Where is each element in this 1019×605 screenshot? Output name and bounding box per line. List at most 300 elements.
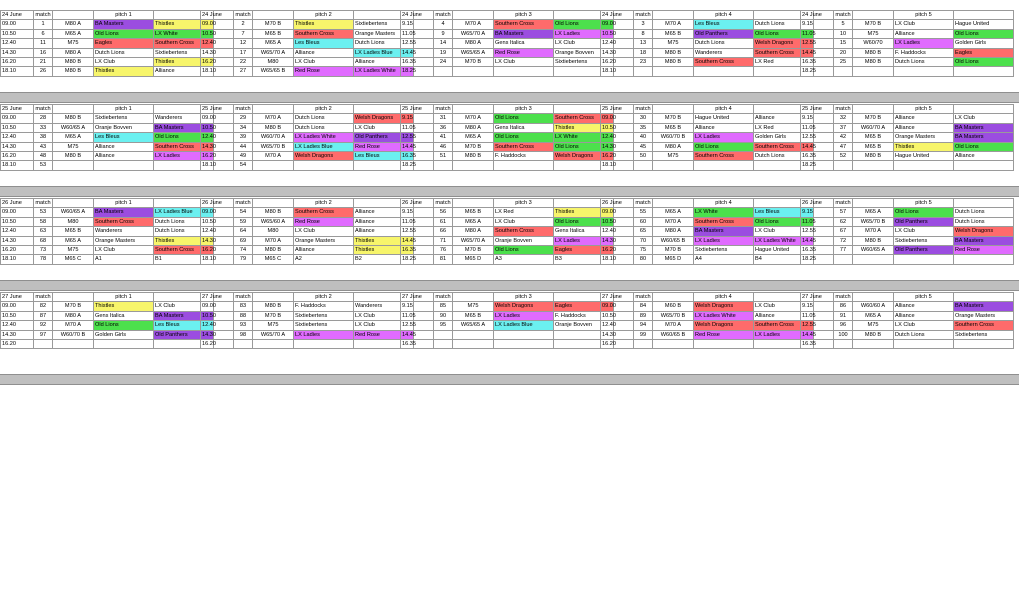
kickoff-time: 18.10 xyxy=(601,161,634,170)
pitch-table xyxy=(200,292,414,349)
kickoff-time: 14.30 xyxy=(201,142,234,151)
kickoff-time: 16.35 xyxy=(401,340,434,349)
division: M75 xyxy=(653,152,694,161)
away-team: Southern Cross xyxy=(954,321,1014,330)
away-team: LX White xyxy=(554,133,614,142)
away-team: Southern Cross xyxy=(754,142,814,151)
division: W65/70 B xyxy=(653,311,694,320)
away-team: Oranje Bovven xyxy=(554,321,614,330)
away-team: Alliance xyxy=(354,227,414,236)
away-team: Southern Cross xyxy=(154,39,214,48)
pitch-title: pitch 5 xyxy=(894,199,954,208)
match-row xyxy=(201,152,414,161)
kickoff-time: 10.50 xyxy=(1,123,34,132)
match-row xyxy=(1,302,214,311)
pitch-title: pitch 2 xyxy=(294,293,354,302)
division-header xyxy=(453,293,494,302)
match-number: 93 xyxy=(234,321,253,330)
match-number: 53 xyxy=(34,161,53,170)
pitch-title: pitch 4 xyxy=(694,293,754,302)
away-team: Dutch Lions xyxy=(954,208,1014,217)
away-team: Dutch Lions xyxy=(754,152,814,161)
match-number: 76 xyxy=(434,246,453,255)
match-number: 56 xyxy=(434,208,453,217)
division: M75 xyxy=(253,321,294,330)
home-team: Wanderers xyxy=(694,48,754,57)
away-team: Golden Girls xyxy=(754,133,814,142)
division xyxy=(853,67,894,76)
match-row xyxy=(801,114,1014,123)
home-team: Old Lions xyxy=(494,114,554,123)
match-row xyxy=(601,217,814,226)
match-number: 54 xyxy=(234,161,253,170)
away-team: B4 xyxy=(754,255,814,264)
match-number: 97 xyxy=(34,330,53,339)
away-team: LX Red xyxy=(754,123,814,132)
match-number: 84 xyxy=(634,302,653,311)
away-team: Golden Girls xyxy=(954,39,1014,48)
match-number: 99 xyxy=(634,330,653,339)
kickoff-time: 12.40 xyxy=(601,133,634,142)
home-team: LX Club xyxy=(294,227,354,236)
day-date: 26 June xyxy=(801,199,834,208)
kickoff-time: 10.50 xyxy=(601,29,634,38)
home-team: Dutch Lions xyxy=(694,39,754,48)
match-row xyxy=(801,340,1014,349)
match-row xyxy=(201,114,414,123)
away-team: Old Lions xyxy=(954,142,1014,151)
away-team: Southern Cross xyxy=(754,48,814,57)
division: M80 xyxy=(253,227,294,236)
home-team: LX Club xyxy=(294,58,354,67)
kickoff-time: 12.55 xyxy=(401,227,434,236)
match-number: 32 xyxy=(834,114,853,123)
match-row xyxy=(801,311,1014,320)
match-row xyxy=(801,161,1014,170)
away-team: Southern Cross xyxy=(154,246,214,255)
match-number: 64 xyxy=(234,227,253,236)
pitch-table xyxy=(400,104,614,171)
match-number: 35 xyxy=(634,123,653,132)
division: M70 B xyxy=(853,114,894,123)
home-team: LX Ladies xyxy=(694,133,754,142)
division: M65 B xyxy=(453,311,494,320)
match-row xyxy=(801,227,1014,236)
match-number: 72 xyxy=(834,236,853,245)
kickoff-time: 12.40 xyxy=(1,227,34,236)
pitch-title: pitch 1 xyxy=(94,199,154,208)
match-row xyxy=(1,48,214,57)
match-header: match xyxy=(35,12,51,18)
away-team: Old Lions xyxy=(754,217,814,226)
division: M65 B xyxy=(653,29,694,38)
home-team: Orange Masters xyxy=(94,236,154,245)
away-team: LX Club xyxy=(354,123,414,132)
away-team: Sixtiebertens xyxy=(954,330,1014,339)
away-team: Hague United xyxy=(754,246,814,255)
kickoff-time: 18.25 xyxy=(401,161,434,170)
match-number: 7 xyxy=(234,29,253,38)
division: M65 A xyxy=(53,133,94,142)
away-team: Old Lions xyxy=(154,133,214,142)
away-team: Southern Cross xyxy=(754,321,814,330)
away-team: LX Ladies Blue xyxy=(354,48,414,57)
division: W60/70 A xyxy=(853,123,894,132)
match-number: 81 xyxy=(434,255,453,264)
match-row xyxy=(801,255,1014,264)
home-team xyxy=(494,330,554,339)
match-row xyxy=(601,311,814,320)
division: M80 xyxy=(253,58,294,67)
match-row xyxy=(801,58,1014,67)
match-number: 19 xyxy=(434,48,453,57)
home-team: Alliance xyxy=(694,123,754,132)
match-row xyxy=(401,340,614,349)
home-team: LX Ladies xyxy=(294,330,354,339)
kickoff-time: 12.55 xyxy=(801,227,834,236)
kickoff-time: 10.50 xyxy=(601,123,634,132)
match-row xyxy=(201,67,414,76)
home-team xyxy=(494,67,554,76)
home-team: Welsh Dragons xyxy=(694,321,754,330)
match-number: 68 xyxy=(34,236,53,245)
match-number: 42 xyxy=(834,133,853,142)
away-team xyxy=(954,67,1014,76)
day-divider xyxy=(0,280,1019,291)
kickoff-time: 12.40 xyxy=(201,133,234,142)
match-header: match xyxy=(35,294,51,300)
kickoff-time: 9.15 xyxy=(801,20,834,29)
division: M80 B xyxy=(853,58,894,67)
match-row xyxy=(401,161,614,170)
match-number: 26 xyxy=(34,67,53,76)
division: M80 B xyxy=(253,246,294,255)
match-row xyxy=(401,142,614,151)
pitch-title: pitch 1 xyxy=(94,293,154,302)
kickoff-time: 16.20 xyxy=(201,58,234,67)
match-number xyxy=(434,67,453,76)
kickoff-time: 09.00 xyxy=(1,20,34,29)
match-header: match xyxy=(435,12,451,18)
match-number: 55 xyxy=(634,208,653,217)
match-row xyxy=(801,302,1014,311)
home-team: Welsh Dragons xyxy=(694,302,754,311)
match-row xyxy=(601,48,814,57)
match-number: 28 xyxy=(34,114,53,123)
home-team xyxy=(694,340,754,349)
match-row xyxy=(1,236,214,245)
kickoff-time: 09.00 xyxy=(1,208,34,217)
match-number: 57 xyxy=(834,208,853,217)
kickoff-time: 12.40 xyxy=(1,39,34,48)
away-team: LX Ladies White xyxy=(354,67,414,76)
match-number: 44 xyxy=(234,142,253,151)
pitch-title: pitch 4 xyxy=(694,105,754,114)
match-number: 98 xyxy=(234,330,253,339)
division: M65 B xyxy=(453,208,494,217)
match-row xyxy=(401,255,614,264)
division xyxy=(653,67,694,76)
division: M80 A xyxy=(53,311,94,320)
match-row xyxy=(201,302,414,311)
home-team: LX Ladies xyxy=(694,236,754,245)
match-header: match xyxy=(435,106,451,112)
match-number xyxy=(834,340,853,349)
home-team xyxy=(94,161,154,170)
division: M70 B xyxy=(253,20,294,29)
match-number: 31 xyxy=(434,114,453,123)
pitch-table xyxy=(600,10,814,77)
home-team: Golden Girls xyxy=(94,330,154,339)
match-number: 43 xyxy=(34,142,53,151)
match-number: 69 xyxy=(234,236,253,245)
home-team: Thistles xyxy=(94,302,154,311)
pitch-table xyxy=(0,198,214,265)
division: M80 A xyxy=(453,123,494,132)
division: M65 A xyxy=(453,133,494,142)
away-team: B2 xyxy=(354,255,414,264)
match-number xyxy=(434,340,453,349)
pitch-table xyxy=(800,10,1014,77)
home-team: LX Club xyxy=(894,321,954,330)
home-team: Southern Cross xyxy=(694,152,754,161)
match-row xyxy=(801,208,1014,217)
match-number: 54 xyxy=(234,208,253,217)
home-team: Sixtiebertens xyxy=(294,311,354,320)
kickoff-time: 18.25 xyxy=(801,67,834,76)
match-number: 29 xyxy=(234,114,253,123)
home-team: Alliance xyxy=(894,311,954,320)
home-team: Dutch Lions xyxy=(294,114,354,123)
pitch-table xyxy=(400,198,614,265)
match-row xyxy=(401,321,614,330)
division: M80 B xyxy=(253,208,294,217)
kickoff-time: 09.00 xyxy=(1,302,34,311)
match-row xyxy=(401,133,614,142)
match-number: 18 xyxy=(634,48,653,57)
kickoff-time: 18.10 xyxy=(1,255,34,264)
match-number: 50 xyxy=(634,152,653,161)
day-date: 25 June xyxy=(1,105,34,114)
home-team: Dutch Lions xyxy=(294,123,354,132)
away-team: Old Lions xyxy=(954,58,1014,67)
division xyxy=(653,161,694,170)
match-row xyxy=(401,236,614,245)
division-header xyxy=(453,199,494,208)
match-number: 63 xyxy=(34,227,53,236)
kickoff-time: 18.25 xyxy=(401,255,434,264)
division: M70 A xyxy=(53,321,94,330)
away-team: BA Masters xyxy=(954,302,1014,311)
home-team: Les Bleus xyxy=(694,20,754,29)
match-header: match xyxy=(635,200,651,206)
home-team: Alliance xyxy=(894,123,954,132)
kickoff-time: 18.25 xyxy=(401,67,434,76)
division xyxy=(453,330,494,339)
home-team xyxy=(294,161,354,170)
day-date: 26 June xyxy=(1,199,34,208)
home-team: Orange Masters xyxy=(894,133,954,142)
division: M75 xyxy=(853,29,894,38)
kickoff-time: 16.20 xyxy=(601,246,634,255)
division-header xyxy=(853,105,894,114)
match-number: 59 xyxy=(234,217,253,226)
match-header: match xyxy=(435,294,451,300)
pitch-title: pitch 1 xyxy=(94,11,154,20)
home-team: LX Ladies xyxy=(494,311,554,320)
match-row xyxy=(201,340,414,349)
day-date: 24 June xyxy=(801,11,834,20)
day-date: 27 June xyxy=(601,293,634,302)
match-number: 74 xyxy=(234,246,253,255)
match-number: 39 xyxy=(234,133,253,142)
home-team: F. Haddocks xyxy=(494,152,554,161)
team-header xyxy=(954,293,1014,302)
away-team xyxy=(954,255,1014,264)
kickoff-time: 11.05 xyxy=(401,29,434,38)
match-row xyxy=(1,67,214,76)
home-team: A2 xyxy=(294,255,354,264)
home-team: Thistles xyxy=(294,20,354,29)
division: M75 xyxy=(653,39,694,48)
day-date: 26 June xyxy=(601,199,634,208)
division-header xyxy=(453,11,494,20)
division: M80 A xyxy=(653,227,694,236)
match-header: match xyxy=(35,200,51,206)
kickoff-time: 10.50 xyxy=(201,217,234,226)
home-team: Dutch Lions xyxy=(894,58,954,67)
kickoff-time: 11.05 xyxy=(801,217,834,226)
kickoff-time: 18.10 xyxy=(1,67,34,76)
away-team: Eagles xyxy=(554,246,614,255)
kickoff-time: 18.10 xyxy=(201,255,234,264)
division: M70 B xyxy=(653,114,694,123)
match-number: 5 xyxy=(834,20,853,29)
match-number: 95 xyxy=(434,321,453,330)
kickoff-time: 14.45 xyxy=(401,330,434,339)
kickoff-time: 16.20 xyxy=(201,246,234,255)
division: M65 A xyxy=(253,39,294,48)
day-date: 24 June xyxy=(601,11,634,20)
kickoff-time: 14.30 xyxy=(1,142,34,151)
match-number: 71 xyxy=(434,236,453,245)
kickoff-time: 12.40 xyxy=(201,321,234,330)
away-team: Alliance xyxy=(354,217,414,226)
match-number: 86 xyxy=(834,302,853,311)
match-row xyxy=(601,142,814,151)
away-team: Eagles xyxy=(554,302,614,311)
division-header xyxy=(853,199,894,208)
day-block xyxy=(0,104,1019,184)
division: M70 B xyxy=(253,311,294,320)
away-team: F. Haddocks xyxy=(554,311,614,320)
match-row xyxy=(401,48,614,57)
away-team: Alliance xyxy=(154,67,214,76)
match-number: 67 xyxy=(834,227,853,236)
match-row xyxy=(201,29,414,38)
home-team: Welsh Dragons xyxy=(294,152,354,161)
division: M80 B xyxy=(853,152,894,161)
match-number: 82 xyxy=(34,302,53,311)
kickoff-time: 14.45 xyxy=(801,142,834,151)
division: W60/70 xyxy=(853,39,894,48)
kickoff-time: 10.50 xyxy=(1,29,34,38)
home-team: BA Masters xyxy=(494,29,554,38)
home-team: Southern Cross xyxy=(494,227,554,236)
match-row xyxy=(1,246,214,255)
kickoff-time: 09.00 xyxy=(1,114,34,123)
kickoff-time: 16.20 xyxy=(1,152,34,161)
division: M70 A xyxy=(653,321,694,330)
division: W65/70 A xyxy=(453,236,494,245)
match-number: 49 xyxy=(234,152,253,161)
away-team: LX Club xyxy=(354,311,414,320)
match-row xyxy=(201,255,414,264)
away-team: Alliance xyxy=(354,58,414,67)
kickoff-time: 11.05 xyxy=(401,311,434,320)
kickoff-time: 14.30 xyxy=(601,330,634,339)
match-number: 16 xyxy=(34,48,53,57)
away-team: Old Lions xyxy=(954,29,1014,38)
division: M65 B xyxy=(653,123,694,132)
match-row xyxy=(601,152,814,161)
pitch-title: pitch 3 xyxy=(494,11,554,20)
match-number: 24 xyxy=(434,58,453,67)
kickoff-time: 18.10 xyxy=(1,161,34,170)
match-number: 78 xyxy=(34,255,53,264)
match-number: 61 xyxy=(434,217,453,226)
match-row xyxy=(401,330,614,339)
division-header xyxy=(253,11,294,20)
match-row xyxy=(1,123,214,132)
home-team: Alliance xyxy=(894,29,954,38)
home-team: LX Ladies Blue xyxy=(294,142,354,151)
home-team: Oranje Bovven xyxy=(94,123,154,132)
match-row xyxy=(601,161,814,170)
division: W65/70 B xyxy=(853,217,894,226)
away-team: Red Rose xyxy=(354,142,414,151)
kickoff-time: 12.40 xyxy=(601,227,634,236)
away-team: Dutch Lions xyxy=(954,217,1014,226)
kickoff-time: 16.35 xyxy=(801,152,834,161)
pitch-title: pitch 4 xyxy=(694,199,754,208)
kickoff-time: 12.40 xyxy=(201,227,234,236)
away-team: Old Lions xyxy=(754,29,814,38)
home-team: Gens Italica xyxy=(94,311,154,320)
match-row xyxy=(1,227,214,236)
match-number: 22 xyxy=(234,58,253,67)
match-row xyxy=(401,217,614,226)
away-team: Alliance xyxy=(954,152,1014,161)
home-team: Eagles xyxy=(94,39,154,48)
division: M70 A xyxy=(253,236,294,245)
home-team: Old Lions xyxy=(494,133,554,142)
home-team xyxy=(694,161,754,170)
match-row xyxy=(201,58,414,67)
match-number: 83 xyxy=(234,302,253,311)
match-number: 96 xyxy=(834,321,853,330)
away-team: Orange Bovven xyxy=(554,48,614,57)
match-number: 80 xyxy=(634,255,653,264)
match-row xyxy=(201,246,414,255)
match-header: match xyxy=(835,106,851,112)
home-team: Old Lions xyxy=(894,208,954,217)
home-team: BA Masters xyxy=(694,227,754,236)
home-team: Red Rose xyxy=(494,48,554,57)
kickoff-time: 9.15 xyxy=(401,114,434,123)
match-header: match xyxy=(635,106,651,112)
away-team: LX Club xyxy=(354,321,414,330)
